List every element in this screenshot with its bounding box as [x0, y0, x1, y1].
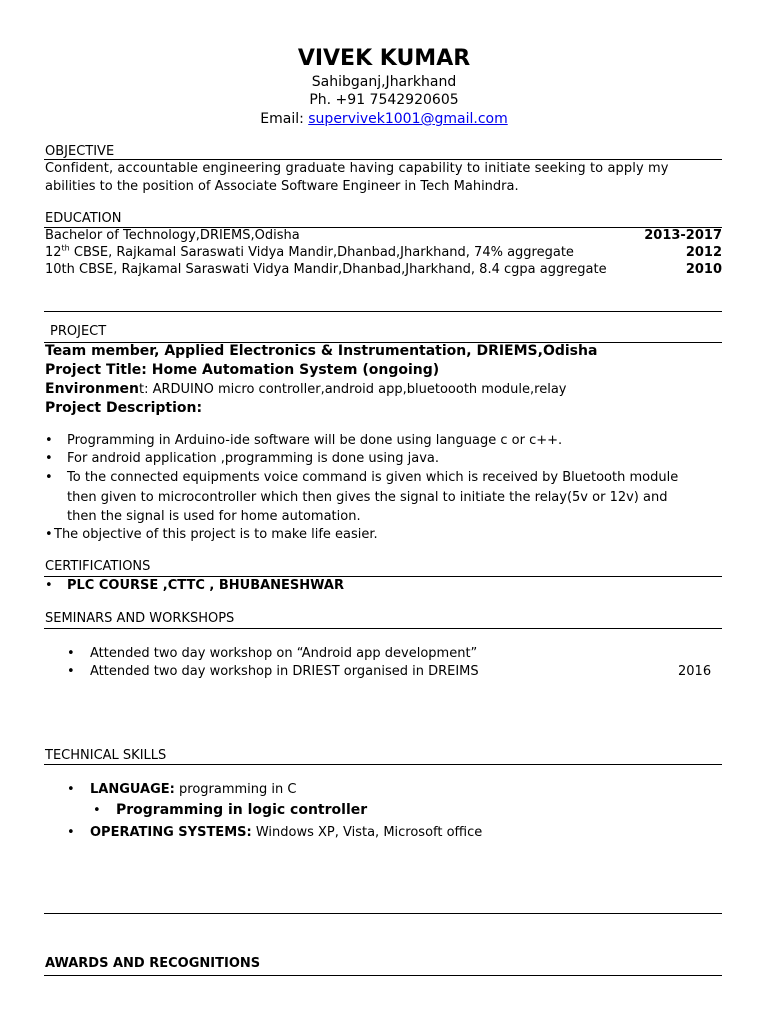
- candidate-phone: Ph. +91 7542920605: [309, 92, 459, 108]
- bullet-glyph: •: [45, 470, 53, 485]
- education-row-btech: Bachelor of Technology,DRIEMS,Odisha: [45, 228, 300, 243]
- awards-rule: [44, 975, 722, 976]
- objective-heading: OBJECTIVE: [45, 144, 115, 159]
- bullet-glyph: •: [93, 803, 101, 818]
- bullet-glyph: •: [67, 825, 75, 840]
- project-environment: [45, 381, 566, 398]
- bullet-glyph: •: [67, 664, 75, 679]
- candidate-email-line: [0, 111, 768, 128]
- email-link[interactable]: supervivek1001@gmail.com: [308, 111, 508, 127]
- project-bullet-4: The objective of this project is to make life easier.: [54, 527, 378, 542]
- seminars-heading: SEMINARS AND WORKSHOPS: [45, 611, 235, 626]
- education-year-btech: 2013-2017: [644, 228, 722, 243]
- education-heading: EDUCATION: [45, 211, 122, 226]
- bullet-glyph: •: [45, 433, 53, 448]
- education-year-12th: 2012: [685, 245, 722, 260]
- certification-item: PLC COURSE ,CTTC , BHUBANESHWAR: [67, 578, 344, 593]
- email-label: Email:: [260, 111, 309, 127]
- certifications-heading: CERTIFICATIONS: [45, 559, 151, 574]
- skill-os-label: OPERATING SYSTEMS:: [90, 825, 252, 840]
- skill-language: [90, 782, 296, 798]
- education-year-10th: 2010: [685, 262, 722, 277]
- project-env-label: Environmen: [45, 381, 139, 397]
- certifications-rule: [44, 576, 722, 577]
- project-bullet-3-line-3: then the signal is used for home automation.: [67, 509, 361, 524]
- candidate-location: Sahibganj,Jharkhand: [311, 74, 457, 90]
- bullet-glyph: •: [67, 646, 75, 661]
- candidate-name: VIVEK KUMAR: [297, 46, 471, 71]
- project-team: Team member, Applied Electronics & Instrumentation, DRIEMS,Odisha: [45, 343, 598, 359]
- skill-os-value: Windows XP, Vista, Microsoft office: [251, 825, 483, 840]
- seminars-rule: [44, 628, 722, 629]
- project-description-label: Project Description:: [45, 400, 203, 416]
- seminar-year: 2016: [678, 664, 712, 679]
- project-bullet-3-line-2: then given to microcontroller which then gives the signal to initiate the relay(5v or 12v) and: [67, 490, 668, 505]
- project-heading: PROJECT: [50, 324, 107, 339]
- awards-heading: AWARDS AND RECOGNITIONS: [45, 956, 261, 971]
- skill-language-value: programming in C: [174, 782, 297, 797]
- project-bullet-3-line-1: To the connected equipments voice command is given which is received by Bluetooth module: [67, 470, 679, 485]
- objective-line-1: Confident, accountable engineering graduate having capability to initiate seeking to apply my: [45, 161, 669, 176]
- seminar-item-1: Attended two day workshop on “Android app development”: [90, 646, 478, 661]
- education-12th-prefix: 12: [45, 245, 62, 260]
- bullet-glyph: •: [45, 578, 53, 593]
- skills-heading: TECHNICAL SKILLS: [45, 748, 167, 763]
- skills-rule: [44, 764, 722, 765]
- project-bullet-2: For android application ,programming is done using java.: [67, 451, 439, 466]
- skill-os: [90, 825, 482, 841]
- skill-language-label: LANGUAGE:: [90, 782, 175, 797]
- objective-line-2: abilities to the position of Associate Software Engineer in Tech Mahindra.: [45, 179, 519, 194]
- bullet-glyph: •: [67, 782, 75, 797]
- skill-sub-item: Programming in logic controller: [116, 802, 368, 818]
- project-bullet-1: Programming in Arduino-ide software will be done using language c or c++.: [67, 433, 563, 448]
- education-row-12th: [45, 245, 574, 261]
- education-12th-text: CBSE, Rajkamal Saraswati Vidya Mandir,Dhanbad,Jharkhand, 74% aggregate: [69, 245, 574, 260]
- education-row-10th: 10th CBSE, Rajkamal Saraswati Vidya Mandir,Dhanbad,Jharkhand, 8.4 cgpa aggregate: [45, 262, 607, 277]
- bullet-glyph: •: [45, 451, 53, 466]
- bullet-glyph: •: [45, 527, 53, 542]
- seminar-item-2: Attended two day workshop in DRIEST organised in DREIMS: [90, 664, 479, 679]
- project-title: Project Title: Home Automation System (ongoing): [45, 362, 440, 378]
- education-bottom-rule: [44, 311, 722, 312]
- project-env-value: t: ARDUINO micro controller,android app,bluetoooth module,relay: [139, 382, 567, 397]
- objective-rule: [44, 159, 722, 160]
- education-12th-sup: th: [61, 243, 70, 253]
- skills-bottom-rule: [44, 913, 722, 914]
